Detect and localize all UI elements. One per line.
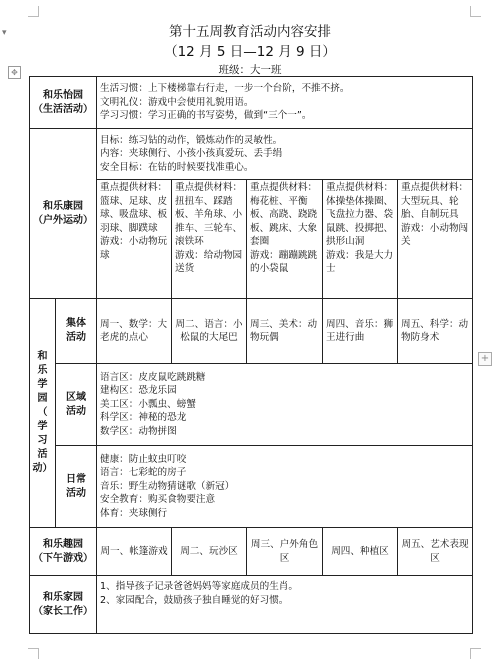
health-day-cell xyxy=(398,180,473,299)
collective-cell: 周二、语言：小松鼠的大尾巴 xyxy=(172,299,247,364)
row-collective xyxy=(30,299,473,364)
page-title: 第十五周教育活动内容安排 xyxy=(169,24,331,40)
cell-text: 集体 活动 xyxy=(66,318,86,343)
area-line: 美工区：小瓢虫、螃蟹 xyxy=(100,398,196,410)
cell-text: 日常 活动 xyxy=(66,473,86,499)
fun-day-cell: 周二、玩沙区 xyxy=(172,528,247,576)
cell-text: 重点提供材料：大型玩具、轮胎、自制玩具 游戏：小动物闯关 xyxy=(401,182,469,247)
daily-line: 安全教育：购买食物要注意 xyxy=(100,494,216,506)
cell-text: 和乐康园 （户外运动） xyxy=(33,200,93,226)
sub-label-area xyxy=(56,364,97,446)
health-goal-line: 内容：夹球侧行、小孩小孩真爱玩、丢手绢 xyxy=(100,148,283,160)
sub-label-daily xyxy=(56,446,97,528)
home-line: 1、指导孩子记录爸爸妈妈等家庭成员的生肖。 xyxy=(100,581,298,592)
dropdown-arrow-icon[interactable]: ▾ xyxy=(2,28,7,38)
health-goal-line: 安全目标：在钻的时候要找准重心。 xyxy=(100,161,254,173)
health-goals xyxy=(97,129,473,180)
row-happy-life xyxy=(30,77,473,129)
section-label-fun xyxy=(30,528,97,576)
health-day-cell xyxy=(323,180,398,299)
cell-text: 和 乐 学 园 （ 学 习 活 动） xyxy=(32,351,53,474)
health-goal-line: 目标：练习钻的动作，锻炼动作的灵敏性。 xyxy=(100,134,283,146)
section-label-home xyxy=(30,576,97,634)
daily-line: 音乐：野生动物猜谜歌（新冠） xyxy=(100,480,235,492)
add-row-button[interactable]: + xyxy=(478,352,492,366)
collective-cell: 周一、数学：大老虎的点心 xyxy=(97,299,172,364)
fun-day-cell: 周四、种植区 xyxy=(323,528,398,576)
area-line: 数学区：动物拼图 xyxy=(100,425,177,437)
area-content xyxy=(97,364,473,446)
health-day-cell xyxy=(247,180,323,299)
row-daily xyxy=(30,446,473,528)
fun-day-cell: 周五、艺术表现区 xyxy=(398,528,473,576)
schedule-table xyxy=(29,76,473,634)
collective-cell: 周五、科学：动物防身术 xyxy=(398,299,473,364)
area-line: 科学区：神秘的恐龙 xyxy=(100,412,187,424)
cell-text: 区域 活动 xyxy=(66,391,86,417)
row-home xyxy=(30,576,473,634)
row-fun xyxy=(30,528,473,576)
section-label-learning xyxy=(30,299,56,528)
cell-text: 重点提供材料：扭扭车、踩踏板、羊角球、小推车、三轮车、滚铁环 游戏：给动物园送货 xyxy=(175,182,243,274)
section-label-health xyxy=(30,129,97,299)
life-content xyxy=(97,77,473,129)
area-line: 建构区：恐龙乐园 xyxy=(100,385,177,397)
collective-cell: 周四、音乐：狮王进行曲 xyxy=(323,299,398,364)
cell-text: 重点提供材料：体操垫体操圈、飞盘拉力器、袋鼠跳、投掷把、拱形山洞 游戏：我是大力士 xyxy=(326,182,394,274)
page-corner-mark xyxy=(28,6,39,17)
life-line: 生活习惯：上下楼梯靠右行走，一步一个台阶，不推不挤。 xyxy=(100,83,350,95)
section-label-life xyxy=(30,77,97,129)
row-health-goals xyxy=(30,129,473,180)
row-health-days xyxy=(30,180,473,299)
cell-text: 和乐怡园 （生活活动） xyxy=(33,89,93,115)
cell-text: 重点提供材料：梅花桩、平衡板、高跷、跷跷板、跳床、大象套圈 游戏：蹦蹦跳跳的小袋鼠 xyxy=(250,182,318,274)
area-line: 语言区：皮皮鼠吃跳跳糖 xyxy=(100,371,206,383)
fun-day-cell: 周一、帐篷游戏 xyxy=(97,528,172,576)
page-corner-mark xyxy=(470,648,481,659)
table-move-handle-icon[interactable]: ✥ xyxy=(8,66,21,79)
daily-line: 语言：七彩蛇的房子 xyxy=(100,467,187,479)
date-range: （12 月 5 日—12 月 9 日） xyxy=(164,44,336,60)
cell-text: 和乐趣园 （下午游戏） xyxy=(33,538,93,564)
page-corner-mark xyxy=(470,6,481,17)
row-area xyxy=(30,364,473,446)
cell-text: 和乐家园 （家长工作） xyxy=(33,591,93,617)
life-line: 学习习惯：学习正确的书写姿势，做到“三个一”。 xyxy=(100,110,312,122)
class-label: 班级：大一班 xyxy=(218,64,282,76)
daily-content xyxy=(97,446,473,528)
fun-day-cell: 周三、户外角色区 xyxy=(247,528,323,576)
home-content xyxy=(97,576,473,634)
cell-text: 重点提供材料：篮球、足球、皮球、吸盘球、板羽球、脚蹼球 游戏：小动物玩球 xyxy=(100,182,168,261)
daily-line: 体育：夹球侧行 xyxy=(100,507,168,519)
home-line: 2、家园配合，鼓励孩子独自睡觉的好习惯。 xyxy=(100,594,289,606)
life-line: 文明礼仪：游戏中会使用礼貌用语。 xyxy=(100,96,254,108)
page-corner-mark xyxy=(28,648,39,659)
daily-line: 健康：防止蚊虫叮咬 xyxy=(100,453,187,465)
health-day-cell xyxy=(172,180,247,299)
health-day-cell xyxy=(97,180,172,299)
collective-cell: 周三、美术：动物玩偶 xyxy=(247,299,323,364)
sub-label-collective xyxy=(56,299,97,364)
